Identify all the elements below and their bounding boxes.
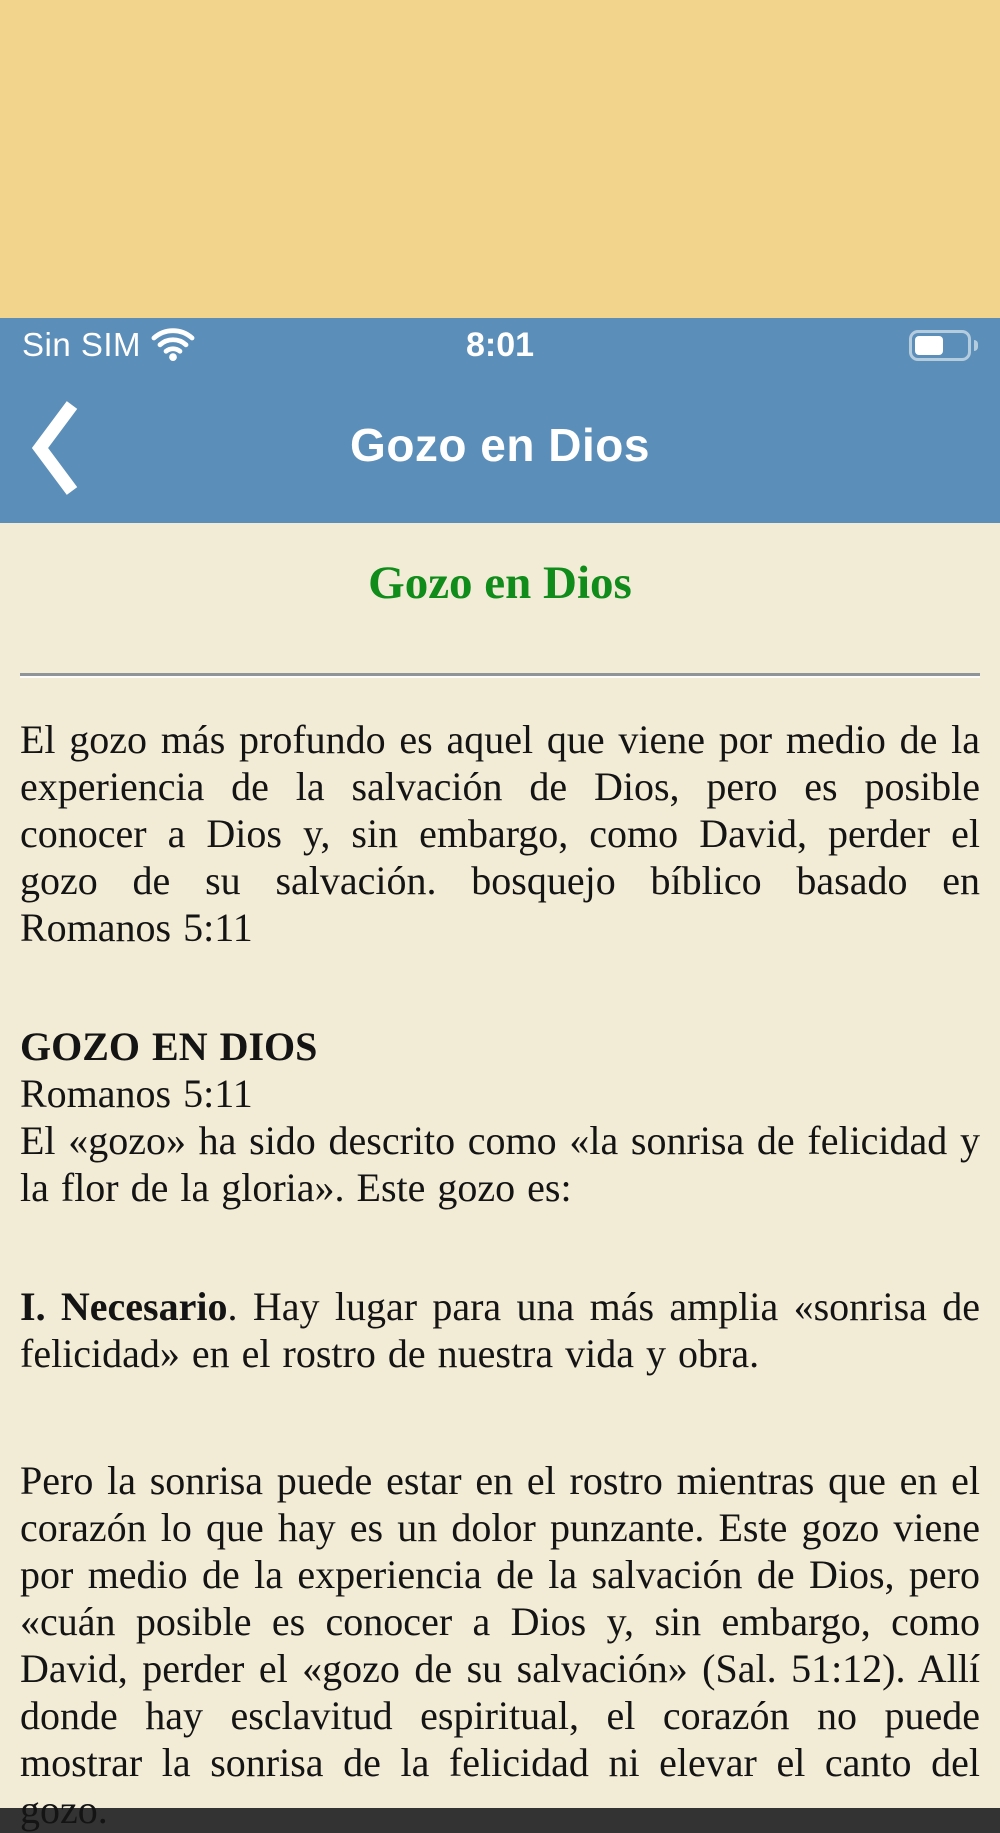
- paragraph-body: Pero la sonrisa puede estar en el rostro mientras que en el corazón lo que hay es un dolor punzante. Este gozo viene por medio de la experiencia de la salvación de Dios, pero «cuán posible es conocer a Dios y, sin embargo, como David, perder el «gozo de su salvación» (Sal. 51:12). Allí donde hay esclavitud espiritual, el corazón no puede mostrar la sonrisa de la felicidad ni elevar el canto del gozo.: [20, 1458, 980, 1832]
- paragraph-point: [20, 1283, 980, 1377]
- battery-icon: [909, 330, 971, 361]
- battery-fill: [915, 336, 943, 355]
- status-bar: [0, 318, 1000, 372]
- carrier-label: Sin SIM: [22, 326, 142, 363]
- wifi-icon: [151, 328, 195, 362]
- point-text: . Hay lugar para una más amplia «sonrisa de felicidad» en el rostro de nuestra vida y obra.: [20, 1284, 981, 1376]
- section-block: [20, 1023, 980, 1211]
- status-right-group: [738, 330, 978, 361]
- top-banner-area: [0, 0, 1000, 318]
- article-content[interactable]: [0, 555, 1000, 1832]
- header-chrome: [0, 318, 1000, 523]
- nav-bar: [0, 372, 1000, 523]
- section-heading: GOZO EN DIOS: [20, 1024, 318, 1069]
- section-reference: Romanos 5:11: [20, 1071, 253, 1116]
- point-label: I. Necesario: [20, 1284, 228, 1329]
- back-button[interactable]: [26, 398, 82, 498]
- divider: [20, 673, 980, 676]
- clock-label: 8:01: [465, 325, 535, 364]
- nav-title: Gozo en Dios: [350, 418, 650, 471]
- battery-cap: [974, 340, 978, 351]
- paragraph-intro: El gozo más profundo es aquel que viene por medio de la experiencia de la salvación de Dios, pero es posible conocer a Dios y, sin embargo, como David, perder el gozo de su salvación. bosquejo bíblico basado en Romanos 5:11: [20, 717, 980, 950]
- section-quote: El «gozo» ha sido descrito como «la sonrisa de felicidad y la flor de la gloria». Este gozo es:: [20, 1118, 980, 1210]
- article-title: Gozo en Dios: [368, 557, 632, 609]
